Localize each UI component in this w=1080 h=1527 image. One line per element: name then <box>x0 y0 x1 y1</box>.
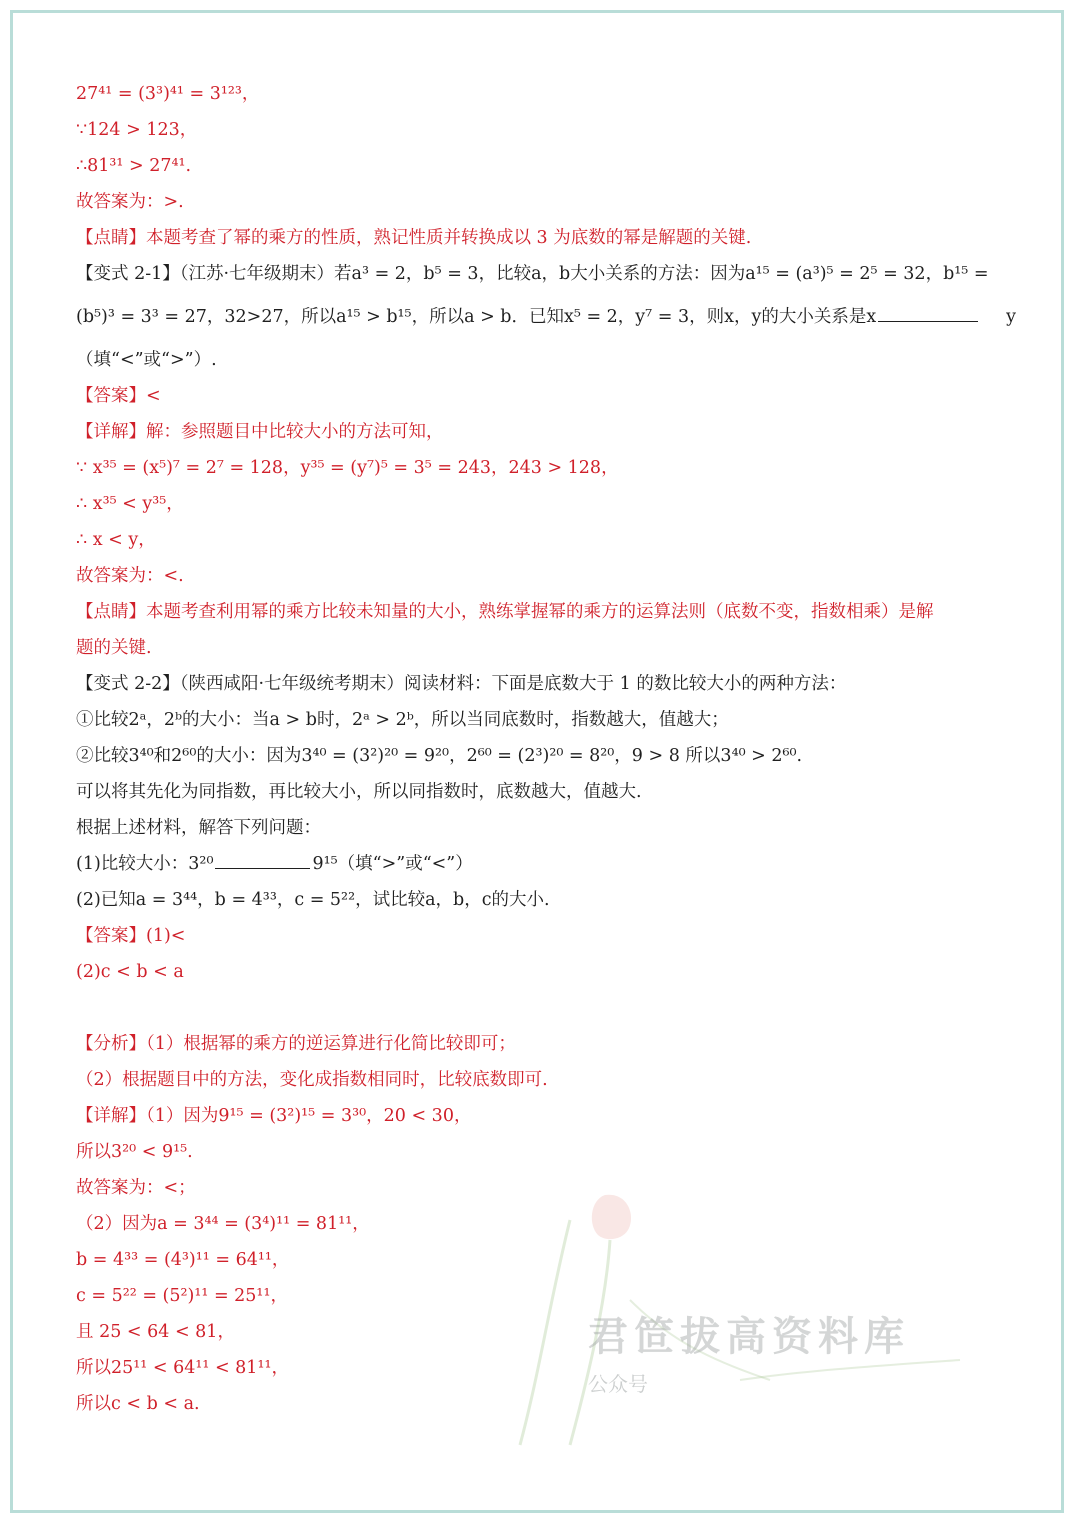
solution-line: ∴81³¹ > 27⁴¹. <box>76 156 192 176</box>
answer-text: < <box>146 386 161 406</box>
analysis-text: （1）根据幂的乘方的逆运算进行化简比较即可； <box>146 1034 516 1054</box>
answer-text: (1)< <box>146 926 186 946</box>
solution-line: ∴ x³⁵ < y³⁵， <box>76 494 184 514</box>
problem-line: ②比较3⁴⁰和2⁶⁰的大小：因为3⁴⁰ = (3²)²⁰ = 9²⁰，2⁶⁰ = (2³)²⁰ = 8²⁰，9 > 8 所以3⁴⁰ > 2⁶⁰. <box>76 746 803 766</box>
analysis-tag: 【分析】 <box>76 1034 146 1054</box>
watermark <box>510 1180 980 1450</box>
watermark-title: 君笸拔高资料库 <box>588 1314 910 1360</box>
detail-line <box>76 1098 1016 1134</box>
answer-blank <box>215 850 310 869</box>
remark-line <box>76 594 1016 630</box>
problem-text: 9¹⁵（填“>”或“<”） <box>312 854 473 874</box>
answer-line: (2)c < b < a <box>76 962 184 982</box>
solution-line: ∵124 > 123， <box>76 120 198 140</box>
answer-tag: 【答案】 <box>76 386 146 406</box>
solution-line: 所以3²⁰ < 9¹⁵. <box>76 1142 193 1162</box>
solution-line: 27⁴¹ = (3³)⁴¹ = 3¹²³， <box>76 84 260 104</box>
detail-tag: 【详解】 <box>76 422 146 442</box>
solution-line: b = 4³³ = (4³)¹¹ = 64¹¹， <box>76 1250 290 1270</box>
problem-line: （填“<”或“>”）. <box>76 350 217 370</box>
problem-text: (1)比较大小：3²⁰ <box>76 854 214 874</box>
remark-text: 本题考查了幂的乘方的性质，熟记性质并转换成以 3 为底数的幂是解题的关键. <box>146 228 752 248</box>
solution-line: ∵ x³⁵ = (x⁵)⁷ = 2⁷ = 128，y³⁵ = (y⁷)⁵ = 3⁵ = 243，243 > 128， <box>76 458 619 478</box>
problem-line: (2)已知a = 3⁴⁴，b = 4³³，c = 5²²，试比较a，b，c的大小. <box>76 890 550 910</box>
solution-line: （2）因为a = 3⁴⁴ = (3⁴)¹¹ = 81¹¹， <box>76 1214 370 1234</box>
solution-line: 故答案为：<； <box>76 1178 196 1198</box>
remark-tag: 【点睛】 <box>76 228 146 248</box>
solution-line: 故答案为：>. <box>76 192 184 212</box>
problem-line: ①比较2ᵃ，2ᵇ的大小：当a > b时，2ᵃ > 2ᵇ，所以当同底数时，指数越大，值越大； <box>76 710 729 730</box>
problem-text: (b⁵)³ = 3³ = 27，32>27，所以a¹⁵ > b¹⁵，所以a > b．已知x⁵ = 2，y⁷ = 3，则x，y的大小关系是x <box>76 307 877 327</box>
problem-line: 根据上述材料，解答下列问题： <box>76 818 321 838</box>
analysis-line: （2）根据题目中的方法，变化成指数相同时，比较底数即可. <box>76 1070 548 1090</box>
detail-text: 解：参照题目中比较大小的方法可知， <box>146 422 444 442</box>
detail-line <box>76 414 1016 450</box>
problem-line <box>76 846 1016 882</box>
solution-line: 故答案为：<. <box>76 566 184 586</box>
problem-heading: 【变式 2-1】（江苏·七年级期末）若a³ = 2，b⁵ = 3，比较a，b大小关系的方法：因为a¹⁵ = (a³)⁵ = 2⁵ = 32，b¹⁵ = <box>76 264 989 284</box>
detail-text: （1）因为9¹⁵ = (3²)¹⁵ = 3³⁰，20 < 30， <box>146 1106 472 1126</box>
problem-heading: 【变式 2-2】（陕西咸阳·七年级统考期末）阅读材料：下面是底数大于 1 的数比较大小的两种方法： <box>76 674 847 694</box>
solution-line: ∴ x < y， <box>76 530 156 550</box>
analysis-line <box>76 1026 1016 1062</box>
solution-line: 且 25 < 64 < 81， <box>76 1322 235 1342</box>
answer-tag: 【答案】 <box>76 926 146 946</box>
remark-text: 本题考查利用幂的乘方比较未知量的大小，熟练掌握幂的乘方的运算法则（底数不变，指数相乘）是解 <box>146 602 934 622</box>
answer-line <box>76 918 1016 954</box>
solution-line: c = 5²² = (5²)¹¹ = 25¹¹， <box>76 1286 288 1306</box>
remark-line: 题的关键. <box>76 638 152 658</box>
solution-line: 所以25¹¹ < 64¹¹ < 81¹¹， <box>76 1358 289 1378</box>
problem-line: 可以将其先化为同指数，再比较大小，所以同指数时，底数越大，值越大. <box>76 782 642 802</box>
watermark-subtitle: 公众号 <box>588 1372 648 1396</box>
solution-line: 所以c < b < a. <box>76 1394 200 1414</box>
problem-line <box>76 292 1016 342</box>
problem-text: y <box>1006 307 1016 327</box>
remark-line <box>76 220 1016 256</box>
answer-blank <box>878 303 978 322</box>
detail-tag: 【详解】 <box>76 1106 146 1126</box>
remark-tag: 【点睛】 <box>76 602 146 622</box>
answer-line <box>76 378 1016 414</box>
